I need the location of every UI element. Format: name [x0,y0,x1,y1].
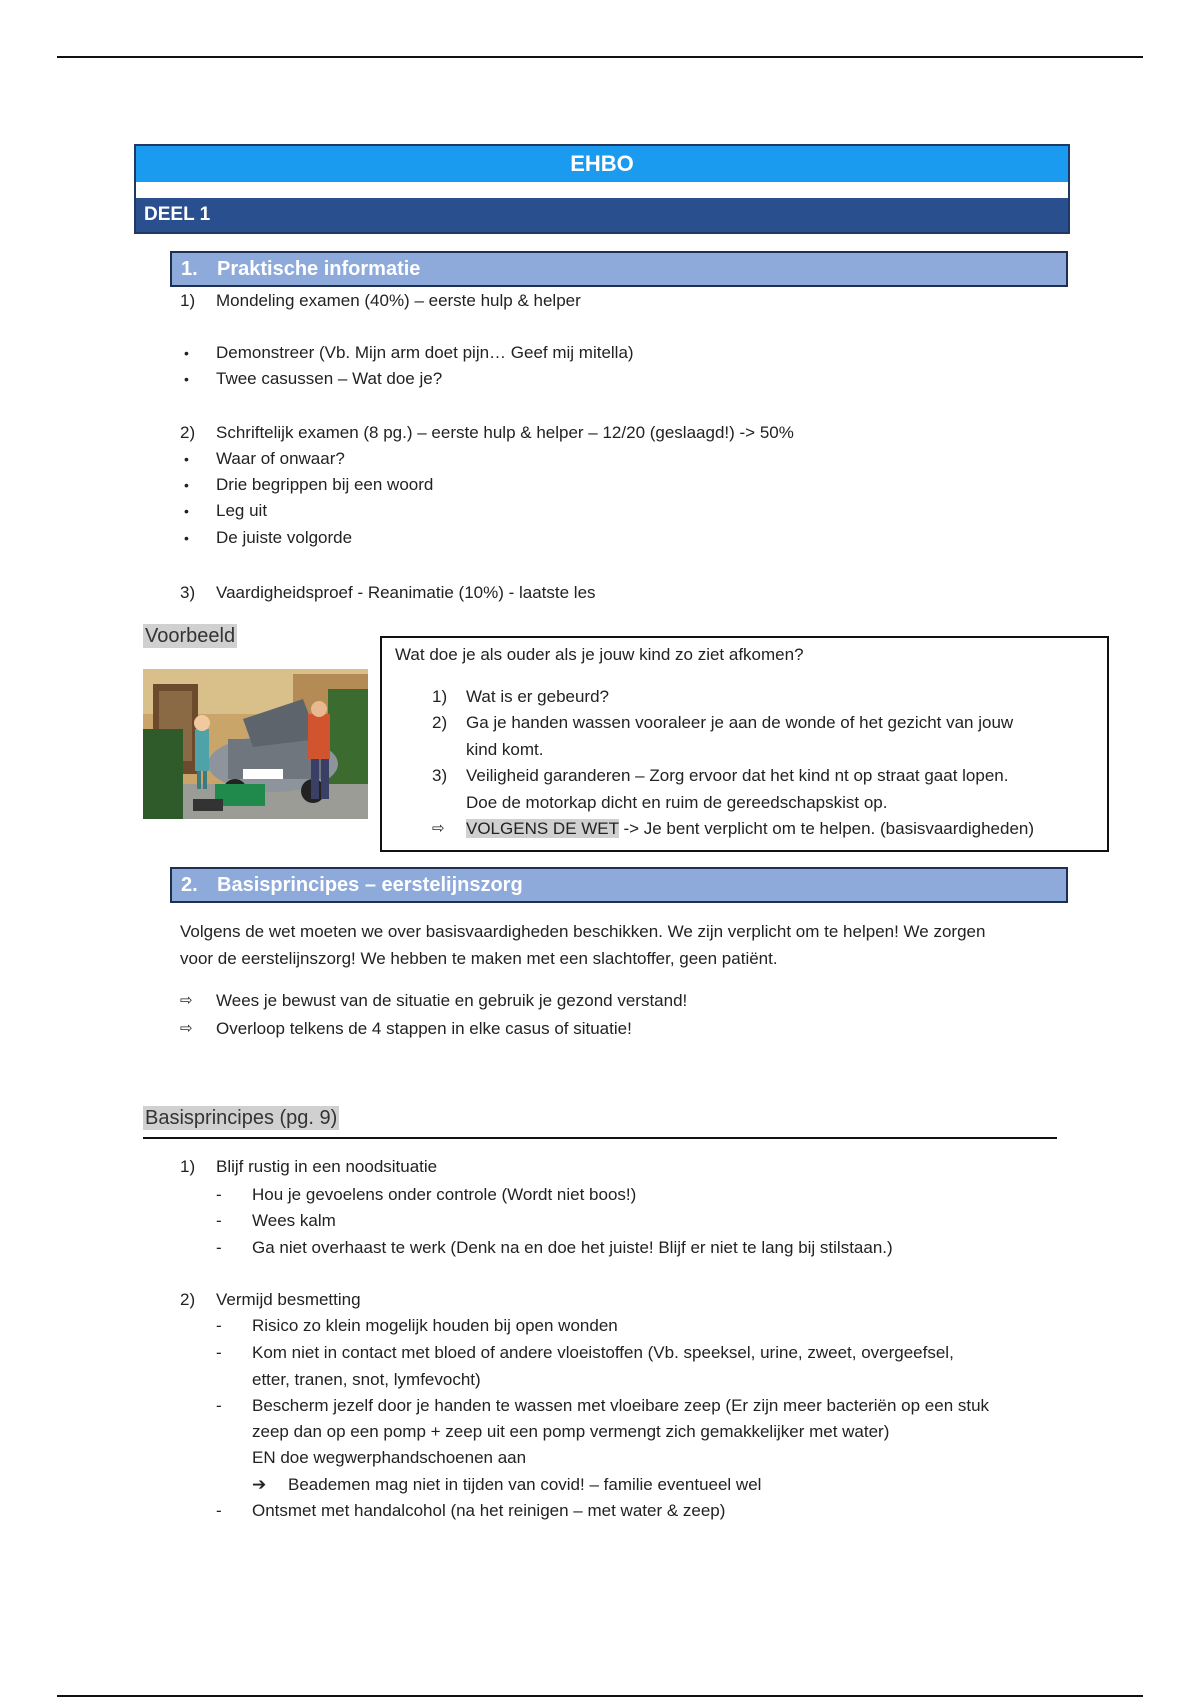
list-marker: 2) [432,713,448,732]
sub-item: Ontsmet met handalcohol (na het reinigen – met water & zeep) [252,1501,726,1520]
dash-marker: - [216,1343,222,1362]
example-label: Voorbeeld [145,625,236,647]
example-box [380,636,1109,852]
note-item: Beademen mag niet in tijden van covid! – familie eventueel wel [288,1475,762,1494]
heading-underline [143,1137,1057,1139]
section-2-title: Basisprincipes – eerstelijnszorg [217,874,523,896]
section-1-title: Praktische informatie [217,258,421,280]
arrow-item: Wees je bewust van de situatie en gebruik je gezond verstand! [216,991,688,1010]
bullet-item: Waar of onwaar? [216,449,345,468]
list-marker: 1) [180,291,196,310]
bullet-item: De juiste volgorde [216,528,353,547]
list-item-continuation: Doe de motorkap dicht en ruim de gereedschapskist op. [466,793,888,812]
paragraph-line: voor de eerstelijnszorg! We hebben te maken met een slachtoffer, geen patiënt. [180,949,778,968]
principles-heading: Basisprincipes (pg. 9) [145,1107,338,1129]
sub-item: Wees kalm [252,1211,336,1230]
document-title: EHBO [136,146,1068,182]
bullet-item: Twee casussen – Wat doe je? [216,369,443,388]
list-marker: 2) [180,423,196,442]
list-item: Blijf rustig in een noodsituatie [216,1157,438,1176]
dash-marker: - [216,1396,222,1415]
section-2-heading [170,867,1068,903]
bottom-rule [57,1695,1143,1697]
arrow-item: Overloop telkens de 4 stappen in elke casus of situatie! [216,1019,632,1038]
arrow-right-icon: ⇨ [432,820,445,837]
part-heading: DEEL 1 [136,198,1068,232]
bullet-icon: • [184,503,189,519]
title-block [134,144,1070,234]
list-item: Schriftelijk examen (8 pg.) – eerste hulp & helper – 12/20 (geslaagd!) -> 50% [216,423,794,442]
example-question: Wat doe je als ouder als je jouw kind zo ziet afkomen? [395,645,804,664]
sub-item: Hou je gevoelens onder controle (Wordt niet boos!) [252,1185,637,1204]
dash-marker: - [216,1185,222,1204]
bullet-icon: • [184,451,189,467]
list-item: Vermijd besmetting [216,1290,361,1309]
list-item: Mondeling examen (40%) – eerste hulp & helper [216,291,581,310]
section-1-number: 1. [181,258,198,280]
dash-marker: - [216,1211,222,1230]
sub-item-continuation: etter, tranen, snot, lymfevocht) [252,1370,481,1389]
arrow-right-icon: ⇨ [180,992,193,1009]
list-item: Ga je handen wassen vooraleer je aan de wonde of het gezicht van jouw [466,713,1014,732]
sub-item: Kom niet in contact met bloed of andere vloeistoffen (Vb. speeksel, urine, zweet, overgeefsel, [252,1343,954,1362]
bullet-icon: • [184,345,189,361]
list-marker: 3) [432,766,448,785]
list-item: Veiligheid garanderen – Zorg ervoor dat het kind nt op straat gaat lopen. [466,766,1009,785]
arrow-right-icon: ➔ [252,1475,267,1494]
list-item: Vaardigheidsproef - Reanimatie (10%) - laatste les [216,583,596,602]
bullet-item: Demonstreer (Vb. Mijn arm doet pijn… Geef mij mitella) [216,343,634,362]
dash-marker: - [216,1238,222,1257]
sub-item-continuation: EN doe wegwerphandschoenen aan [252,1448,527,1467]
sub-item: Risico zo klein mogelijk houden bij open wonden [252,1316,618,1335]
list-marker: 1) [432,687,448,706]
law-line [466,817,1034,841]
list-marker: 1) [180,1157,196,1176]
bullet-icon: • [184,530,189,546]
bullet-icon: • [184,477,189,493]
bullet-icon: • [184,371,189,387]
arrow-right-icon: ⇨ [180,1020,193,1037]
law-text: -> Je bent verplicht om te helpen. (basisvaardigheden) [618,819,1035,838]
list-item-continuation: kind komt. [466,740,544,759]
top-rule [57,56,1143,58]
section-1-heading [170,251,1068,287]
list-item: Wat is er gebeurd? [466,687,609,706]
dash-marker: - [216,1501,222,1520]
bullet-item: Drie begrippen bij een woord [216,475,434,494]
sub-item: Ga niet overhaast te werk (Denk na en doe het juiste! Blijf er niet te lang bij stilstaan.) [252,1238,893,1257]
sub-item: Bescherm jezelf door je handen te wassen met vloeibare zeep (Er zijn meer bacteriën op een stuk [252,1396,990,1415]
example-photo [143,669,368,819]
paragraph-line: Volgens de wet moeten we over basisvaardigheden beschikken. We zijn verplicht om te helpen! We zorgen [180,922,986,941]
dash-marker: - [216,1316,222,1335]
law-highlight: VOLGENS DE WET [466,819,619,838]
section-2-number: 2. [181,874,198,896]
list-marker: 2) [180,1290,196,1309]
bullet-item: Leg uit [216,501,268,520]
sub-item-continuation: zeep dan op een pomp + zeep uit een pomp vermengt zich gemakkelijker met water) [252,1422,890,1441]
list-marker: 3) [180,583,196,602]
